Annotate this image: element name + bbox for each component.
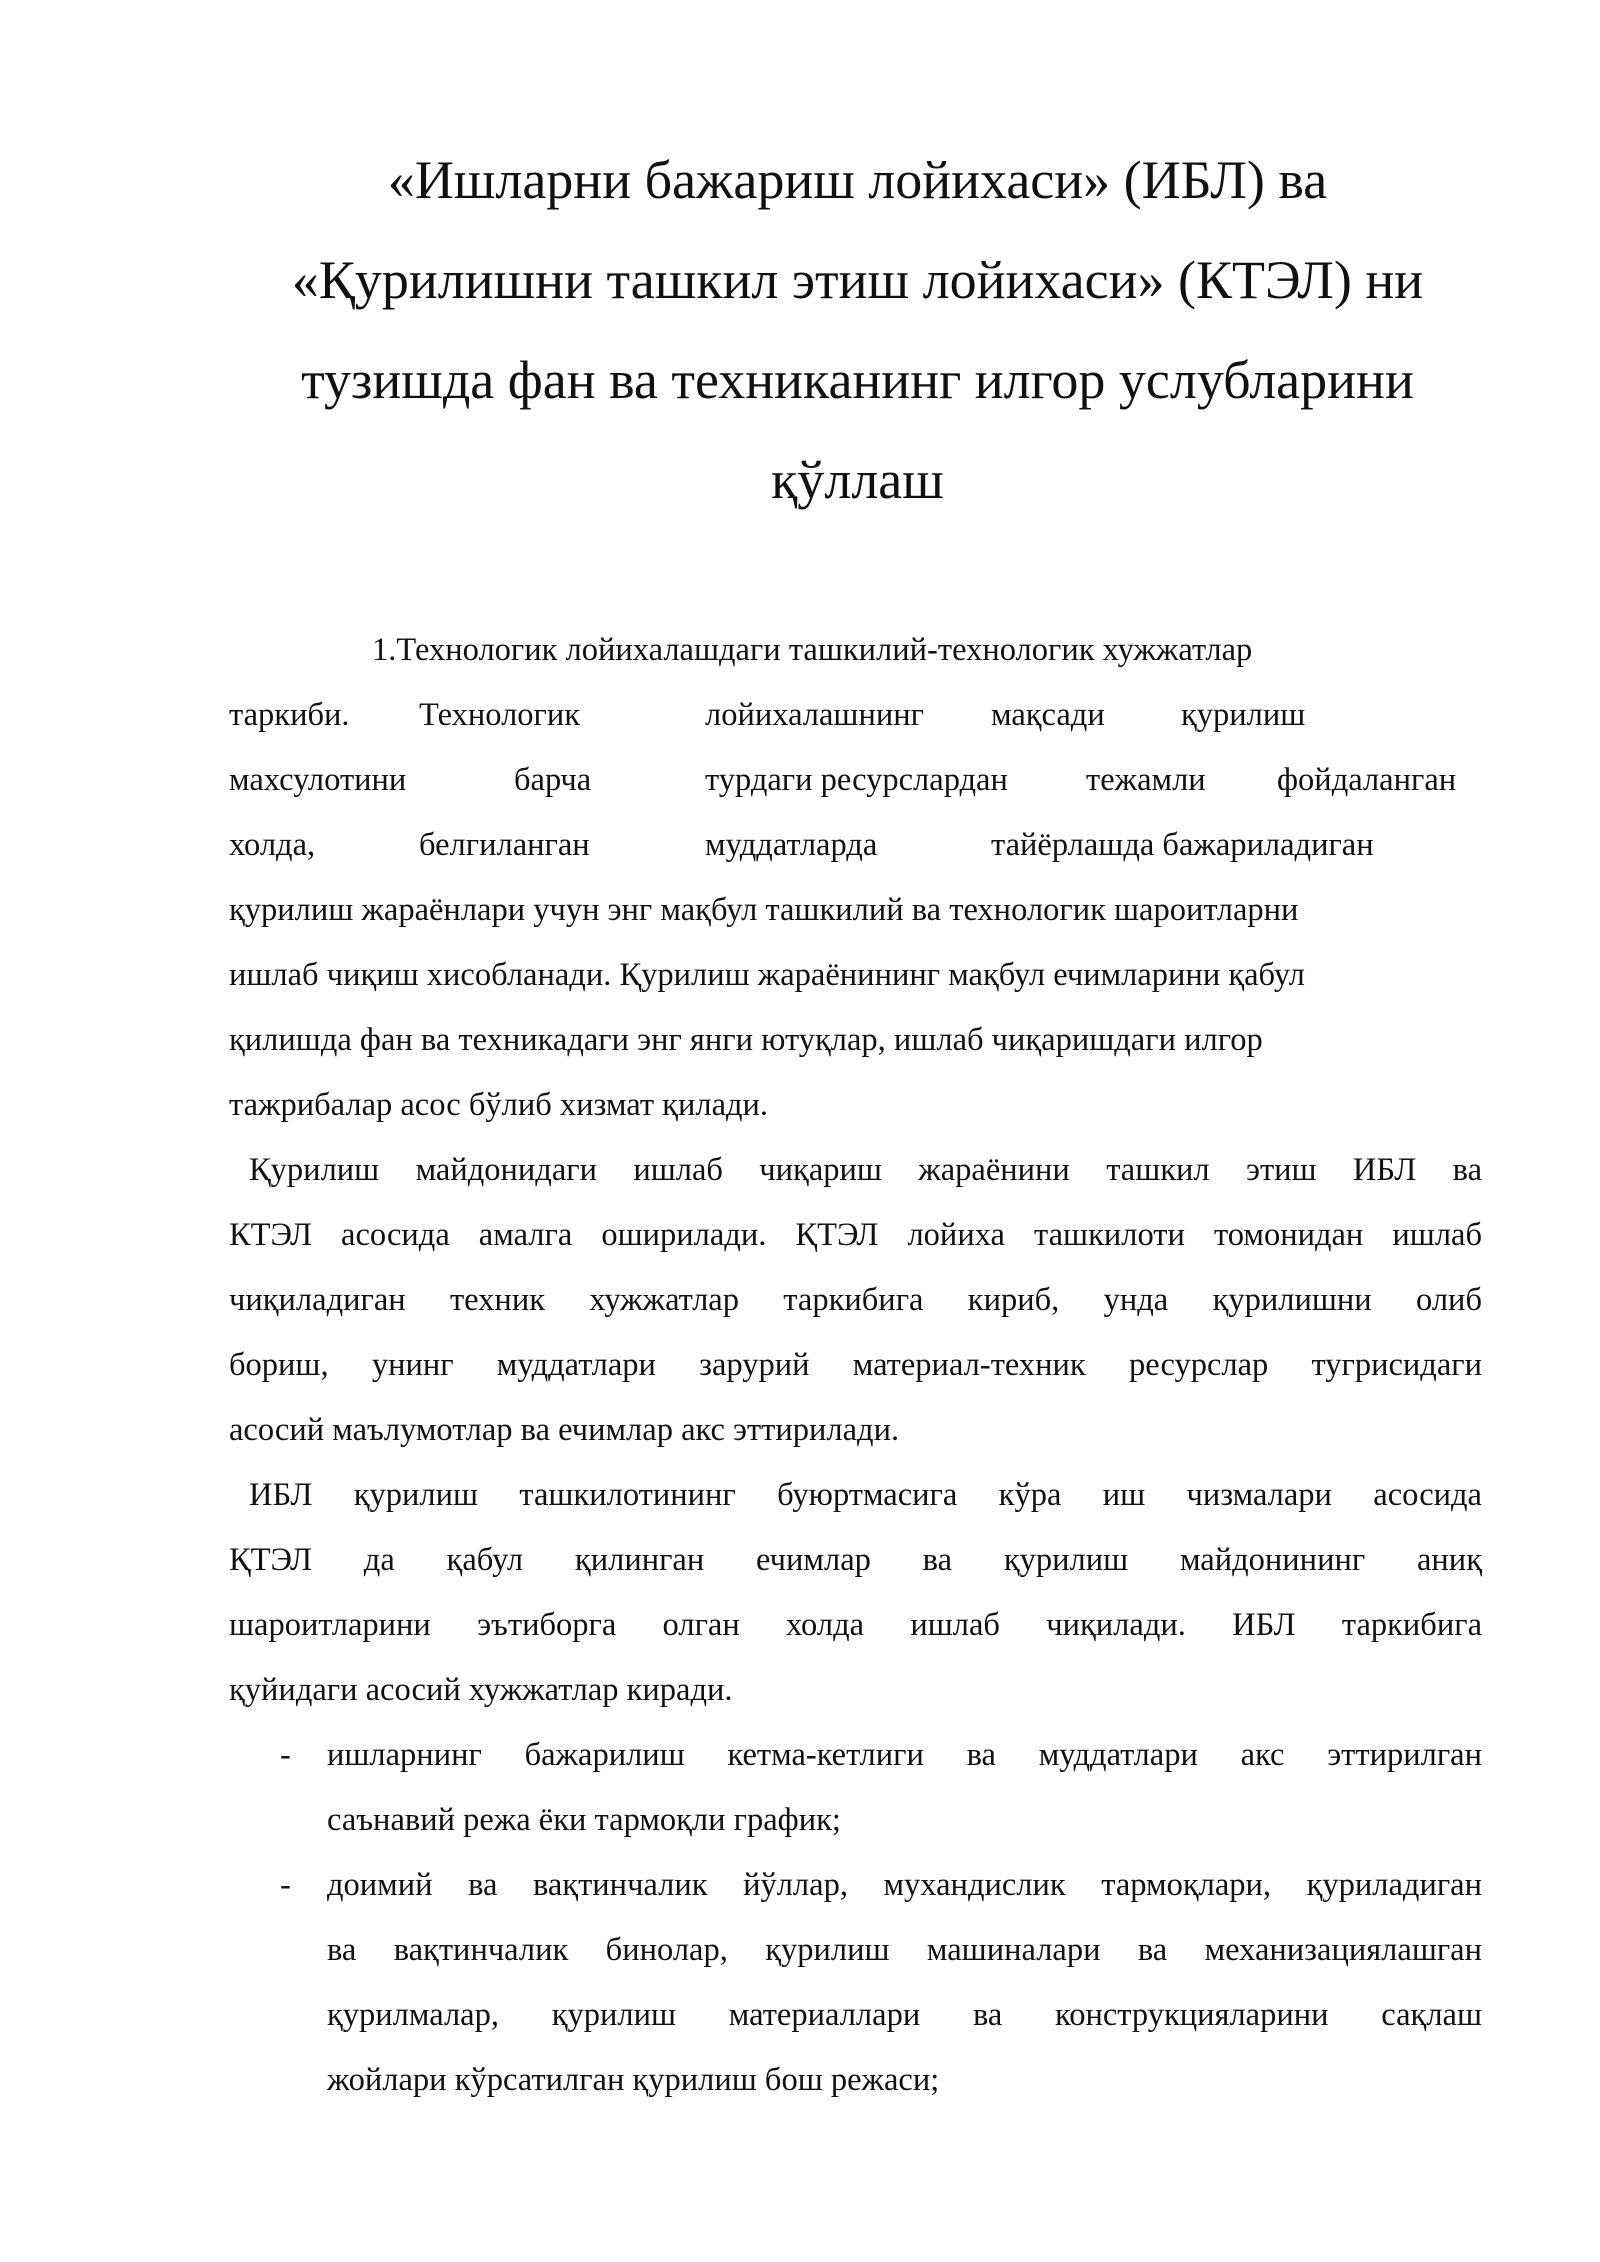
word: барча xyxy=(514,762,592,798)
word: турдаги ресурслардан xyxy=(705,762,1008,798)
title-line: «Ишларни бажариш лойихаси» (ИБЛ) ва xyxy=(387,150,1328,210)
paragraph-line: қуйидаги асосий хужжатлар киради. xyxy=(229,1672,733,1708)
paragraph-line: қилишда фан ва техникадаги энг янги ютуқлар, ишлаб чиқаришдаги илгор xyxy=(229,1022,1263,1058)
paragraph-line: КТЭЛ асосида амалга оширилади. ҚТЭЛ лойиха ташкилоти томонидан ишлаб xyxy=(229,1217,1482,1253)
title-line: тузишда фан ва техниканинг илгор услубларини xyxy=(301,350,1414,410)
section1-row xyxy=(229,692,1482,738)
word: Технологик xyxy=(419,697,581,733)
bullet-line: ишларнинг бажарилиш кетма-кетлиги ва муддатлари акс эттирилган xyxy=(327,1737,1482,1773)
document-title xyxy=(200,130,1515,530)
paragraph-line: чиқиладиган техник хужжатлар таркибига кириб, унда қурилишни олиб xyxy=(229,1282,1482,1318)
word: лойихалашнинг xyxy=(705,697,924,733)
title-line: «Қурилишни ташкил этиш лойихаси» (КТЭЛ) ни xyxy=(291,250,1424,310)
bullet-dash: - xyxy=(280,1737,291,1773)
paragraph-line: қурилиш жараёнлари учун энг мақбул ташкилий ва технологик шароитларни xyxy=(229,892,1299,928)
paragraph-line: ҚТЭЛ да қабул қилинган ечимлар ва қурилиш майдонининг аниқ xyxy=(229,1542,1482,1578)
word: белгиланган xyxy=(419,827,590,863)
title-line: қўллаш xyxy=(771,450,944,510)
word: мақсади xyxy=(991,697,1105,733)
word: тежамли xyxy=(1086,762,1206,798)
paragraph-line: ишлаб чиқиш хисобланади. Қурилиш жараёнининг мақбул ечимларини қабул xyxy=(229,957,1305,993)
section-heading-line: 1.Технологик лойихалашдаги ташкилий-технологик хужжатлар xyxy=(372,632,1253,668)
section1-row xyxy=(229,822,1482,868)
bullet-line: доимий ва вақтинчалик йўллар, мухандислик тармоқлари, қуриладиган xyxy=(327,1867,1482,1903)
word: тайёрлашда бажариладиган xyxy=(991,827,1374,863)
bullet-dash: - xyxy=(280,1867,291,1903)
bullet-line: ва вақтинчалик бинолар, қурилиш машиналари ва механизациялашган xyxy=(327,1932,1482,1968)
paragraph-line: ИБЛ қурилиш ташкилотининг буюртмасига кўра иш чизмалари асосида xyxy=(249,1477,1482,1513)
word: фойдаланган xyxy=(1277,762,1457,798)
paragraph-line: тажрибалар асос бўлиб хизмат қилади. xyxy=(229,1087,769,1123)
word: холда, xyxy=(229,827,316,863)
word: муддатларда xyxy=(705,827,878,863)
bullet-line: саънавий режа ёки тармоқли график; xyxy=(327,1802,841,1838)
paragraph-line: бориш, унинг муддатлари зарурий материал-техник ресурслар тугрисидаги xyxy=(229,1347,1482,1383)
word: таркиби. xyxy=(229,697,350,733)
word: қурилиш xyxy=(1181,697,1306,733)
bullet-line: қурилмалар, қурилиш материаллари ва конструкцияларини сақлаш xyxy=(327,1997,1482,2033)
bullet-line: жойлари кўрсатилган қурилиш бош режаси; xyxy=(327,2062,940,2098)
paragraph-line: шароитларини эътиборга олган холда ишлаб чиқилади. ИБЛ таркибига xyxy=(229,1607,1482,1643)
paragraph-line: асосий маълумотлар ва ечимлар акс эттирилади. xyxy=(229,1412,900,1448)
paragraph-line: Қурилиш майдонидаги ишлаб чиқариш жараёнини ташкил этиш ИБЛ ва xyxy=(249,1152,1482,1188)
word: махсулотини xyxy=(229,762,407,798)
section1-row xyxy=(229,757,1482,803)
